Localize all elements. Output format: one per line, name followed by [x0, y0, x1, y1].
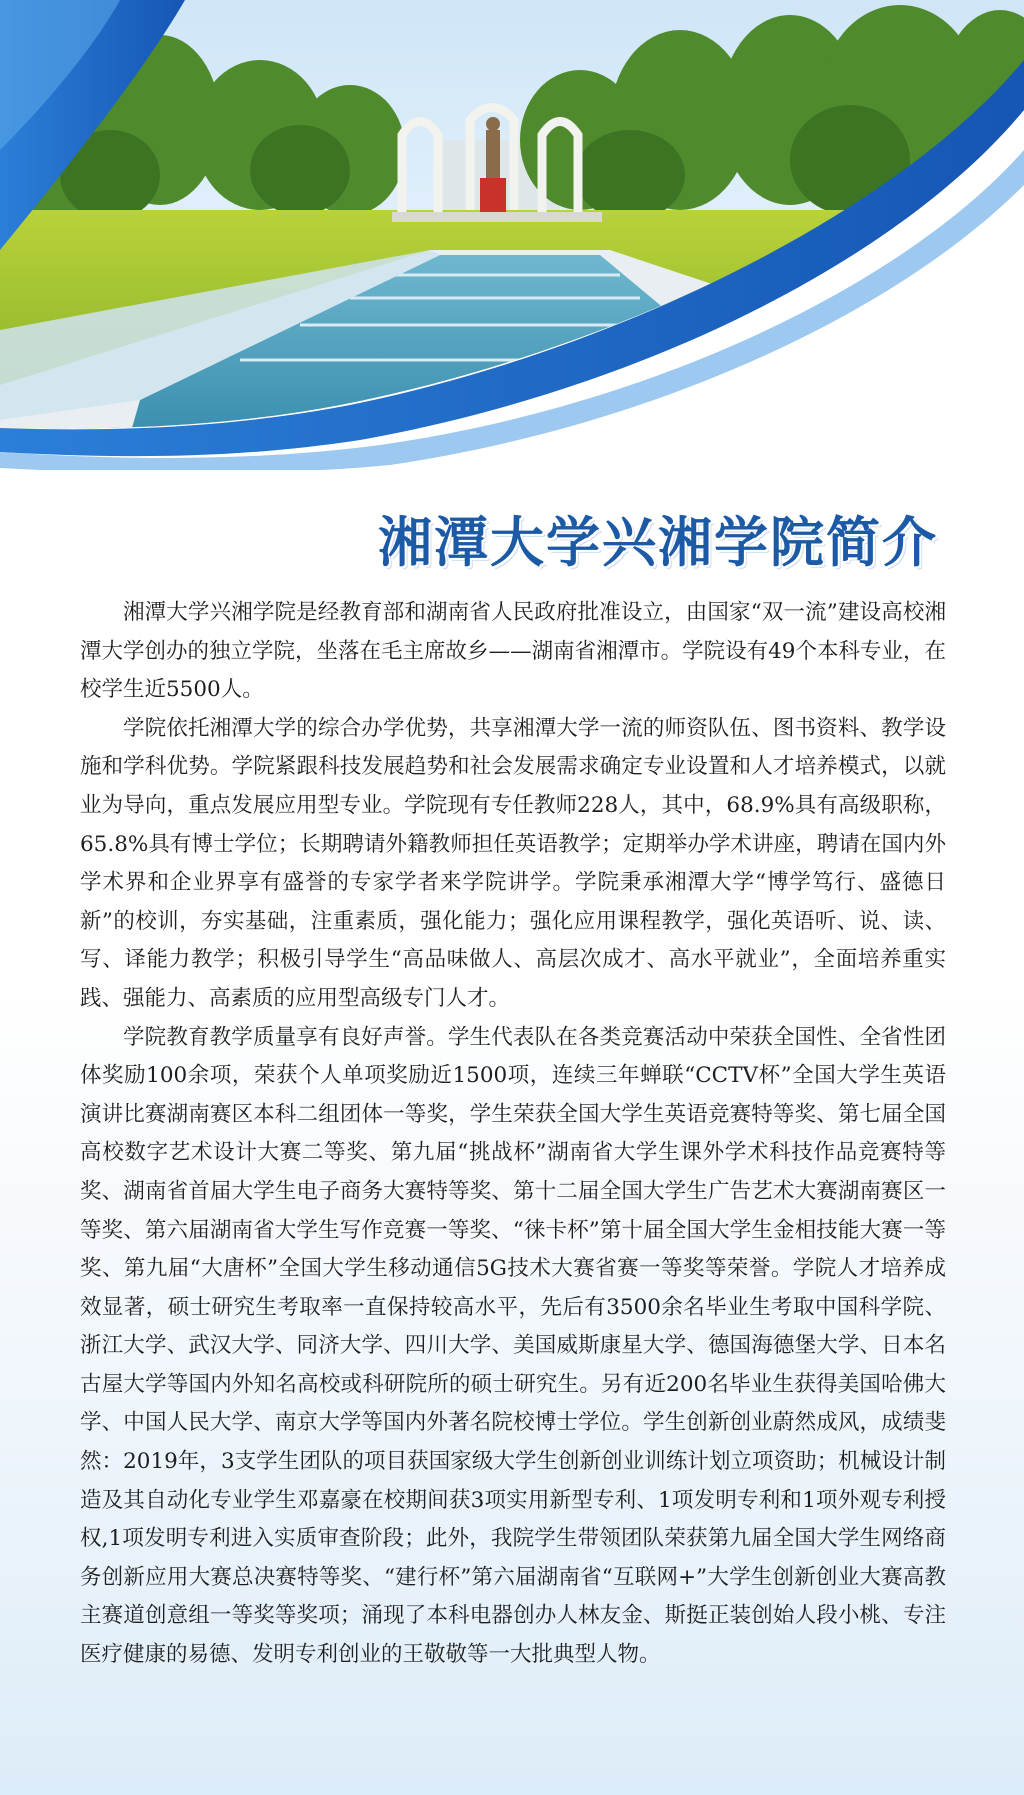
intro-paragraph-3: 学院教育教学质量享有良好声誉。学生代表队在各类竞赛活动中荣获全国性、全省性团体奖励100余项，荣获个人单项奖励近1500项，连续三年蝉联“CCTV杯”全国大学生英语演讲比赛湖南赛区本科二组团体一等奖，学生荣获全国大学生英语竞赛特等奖、第七届全国高校数字艺术设计大赛二等奖、第九届“挑战杯”湖南省大学生课外学术科技作品竞赛特等奖、湖南省首届大学生电子商务大赛特等奖、第十二届全国大学生广告艺术大赛湖南赛区一等奖、第六届湖南省大学生写作竞赛一等奖、“徕卡杯”第十届全国大学生金相技能大赛一等奖、第九届“大唐杯”全国大学生移动通信5G技术大赛省赛一等奖等荣誉。学院人才培养成效显著，硕士研究生考取率一直保持较高水平，先后有3500余名毕业生考取中国科学院、浙江大学、武汉大学、同济大学、四川大学、美国威斯康星大学、德国海德堡大学、日本名古屋大学等国内外知名高校或科研院所的硕士研究生。另有近200名毕业生获得美国哈佛大学、中国人民大学、南京大学等国内外著名院校博士学位。学生创新创业蔚然成风，成绩斐然：2019年，3支学生团队的项目获国家级大学生创新创业训练计划立项资助；机械设计制造及其自动化专业学生邓嘉豪在校期间获3项实用新型专利、1项发明专利和1项外观专利授权,1项发明专利进入实质审查阶段；此外，我院学生带领团队荣获第九届全国大学生网络商务创新应用大赛总决赛特等奖、“建行杯”第六届湖南省“互联网+”大学生创新创业大赛高教主赛道创意组一等奖等奖项；涌现了本科电器创办人林友金、斯挺正装创始人段小桃、专注医疗健康的易德、发明专利创业的王敬敬等一大批典型人物。: [80, 1024, 946, 1668]
campus-photo: [0, 0, 1024, 470]
intro-paragraph-2: 学院依托湘潭大学的综合办学优势，共享湘潭大学一流的师资队伍、图书资料、教学设施和学科优势。学院紧跟科技发展趋势和社会发展需求确定专业设置和人才培养模式，以就业为导向，重点发展应用型专业。学院现有专任教师228人，其中，68.9%具有高级职称，65.8%具有博士学位；长期聘请外籍教师担任英语教学；定期举办学术讲座，聘请在国内外学术界和企业界享有盛誉的专家学者来学院讲学。学院秉承湘潭大学“博学笃行、盛德日新”的校训，夯实基础，注重素质，强化能力；强化应用课程教学，强化英语听、说、读、写、译能力教学；积极引导学生“高品味做人、高层次成才、高水平就业”，全面培养重实践、强能力、高素质的应用型高级专门人才。: [80, 715, 946, 1011]
page-title: 湘潭大学兴湘学院简介: [378, 511, 938, 574]
intro-body: [80, 594, 946, 1675]
hero-banner: [0, 0, 1024, 470]
intro-paragraph-1: 湘潭大学兴湘学院是经教育部和湖南省人民政府批准设立，由国家“双一流”建设高校湘潭大学创办的独立学院，坐落在毛主席故乡——湖南省湘潭市。学院设有49个本科专业，在校学生近5500人。: [80, 600, 946, 703]
